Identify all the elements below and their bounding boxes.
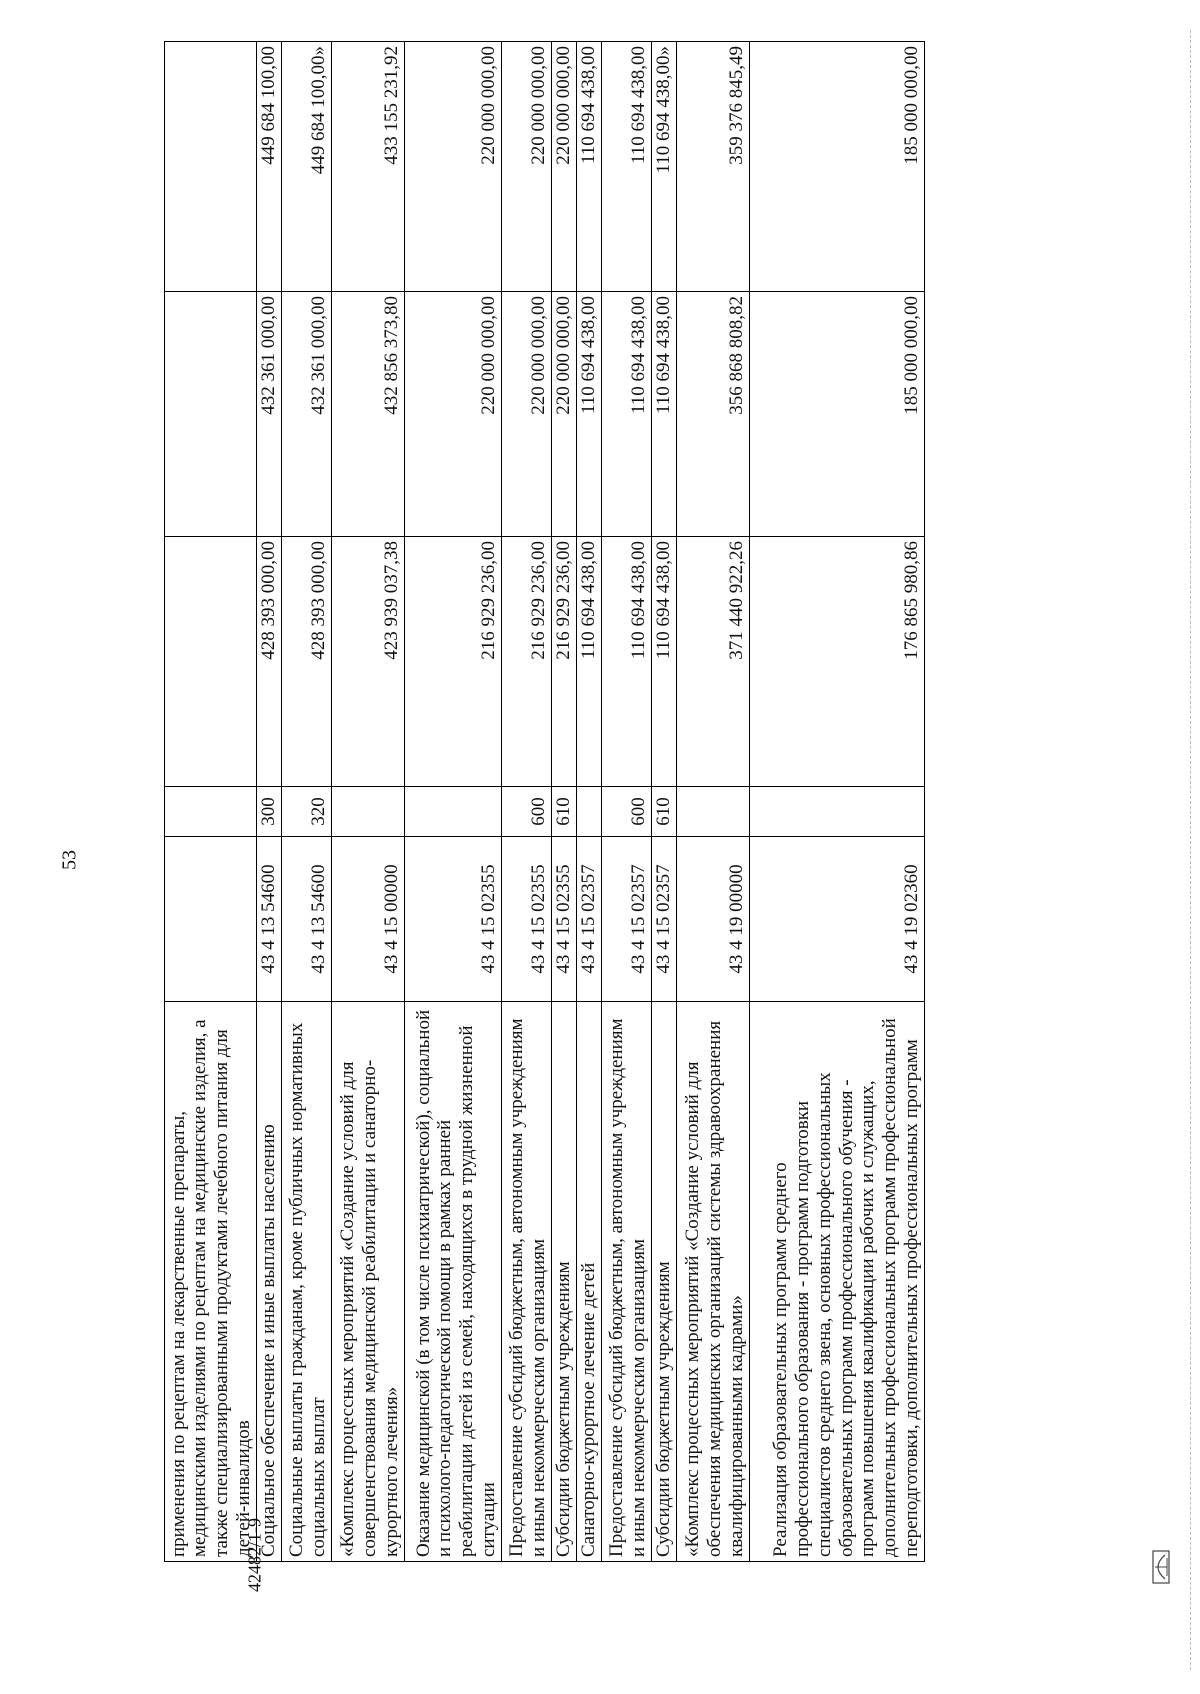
amount-year-1: 428 393 000,00 [257,537,282,787]
amount-year-2: 432 361 000,00 [282,292,332,537]
row-description: Предоставление субсидий бюджетным, автономным учреждениям и иным некоммерческим организациям [502,1002,552,1562]
table-row [165,42,257,1562]
document-code: 42482/1-9 [244,1518,265,1592]
row-description: применения по рецептам на лекарственные препараты, медицинскими изделиями по рецептам на медицинские изделия, а также специализированными продуктами лечебного питания для детей-инвалидов [165,1002,257,1562]
amount-year-2: 220 000 000,00 [405,292,502,537]
amount-year-1: 216 929 236,00 [502,537,552,787]
amount-year-2 [165,292,257,537]
expense-type: 600 [602,787,652,837]
page-number: 53 [58,850,81,870]
table-row [282,42,332,1562]
table-row [405,42,502,1562]
amount-year-3: 449 684 100,00 [257,42,282,292]
target-code: 43 4 15 00000 [332,837,405,1002]
amount-year-3: 110 694 438,00 [602,42,652,292]
table-row [502,42,552,1562]
amount-year-1: 216 929 236,00 [405,537,502,787]
target-code: 43 4 15 02355 [405,837,502,1002]
table-row [602,42,652,1562]
amount-year-1: 110 694 438,00 [652,537,677,787]
amount-year-3: 449 684 100,00» [282,42,332,292]
target-code: 43 4 15 02355 [552,837,577,1002]
amount-year-2: 110 694 438,00 [577,292,602,537]
amount-year-2: 220 000 000,00 [502,292,552,537]
amount-year-1: 428 393 000,00 [282,537,332,787]
row-description: Предоставление субсидий бюджетным, автономным учреждениям и иным некоммерческим организациям [602,1002,652,1562]
table-row [677,42,750,1562]
target-code: 43 4 15 02357 [602,837,652,1002]
target-code: 43 4 15 02355 [502,837,552,1002]
scan-edge-line [1190,30,1192,1670]
amount-year-1: 371 440 922,26 [677,537,750,787]
target-code: 43 4 13 54600 [282,837,332,1002]
row-description: «Комплекс процессных мероприятий «Создание условий для обеспечения медицинских организаций системы здравоохранения квалифицированными кадрами» [677,1002,750,1562]
amount-year-3: 220 000 000,00 [405,42,502,292]
amount-year-3: 110 694 438,00 [577,42,602,292]
table-row [652,42,677,1562]
target-code: 43 4 15 02357 [577,837,602,1002]
target-code: 43 4 19 02360 [750,837,925,1002]
row-description: Социальное обеспечение и иные выплаты населению [257,1002,282,1562]
table-row [750,42,925,1562]
row-description: Санаторно-курортное лечение детей [577,1002,602,1562]
expense-type: 600 [502,787,552,837]
emblem-icon [1148,1548,1174,1586]
table-row [552,42,577,1562]
row-description: «Комплекс процессных мероприятий «Создание условий для совершенствования медицинской реабилитации и санаторно-курортного лечения» [332,1002,405,1562]
amount-year-2: 185 000 000,00 [750,292,925,537]
amount-year-1: 176 865 980,86 [750,537,925,787]
expense-type [165,787,257,837]
amount-year-2: 432 361 000,00 [257,292,282,537]
row-description: Реализация образовательных программ среднего профессионального образования - программ подготовки специалистов среднего звена, основных профессиональных образовательных программ профессионального обучения - программ повышения квалификации рабочих и служащих, дополнительных профессиональных программ профессиональной переподготовки, дополнительных профессиональных программ [750,1002,925,1562]
amount-year-3: 110 694 438,00» [652,42,677,292]
expense-type [677,787,750,837]
amount-year-3: 185 000 000,00 [750,42,925,292]
target-code: 43 4 13 54600 [257,837,282,1002]
expense-type: 320 [282,787,332,837]
expense-type: 610 [652,787,677,837]
amount-year-1: 216 929 236,00 [552,537,577,787]
target-code [165,837,257,1002]
table-row [577,42,602,1562]
amount-year-2: 432 856 373,80 [332,292,405,537]
amount-year-2: 110 694 438,00 [602,292,652,537]
amount-year-3: 359 376 845,49 [677,42,750,292]
row-description: Социальные выплаты гражданам, кроме публичных нормативных социальных выплат [282,1002,332,1562]
amount-year-1: 110 694 438,00 [577,537,602,787]
amount-year-3: 220 000 000,00 [552,42,577,292]
expense-type [750,787,925,837]
amount-year-3: 433 155 231,92 [332,42,405,292]
expense-type [577,787,602,837]
amount-year-2: 356 868 808,82 [677,292,750,537]
target-code: 43 4 15 02357 [652,837,677,1002]
amount-year-1: 423 939 037,38 [332,537,405,787]
amount-year-3 [165,42,257,292]
row-description: Субсидии бюджетным учреждениям [652,1002,677,1562]
amount-year-1 [165,537,257,787]
target-code: 43 4 19 00000 [677,837,750,1002]
row-description: Субсидии бюджетным учреждениям [552,1002,577,1562]
expense-type [405,787,502,837]
budget-table [164,41,925,1562]
amount-year-3: 220 000 000,00 [502,42,552,292]
table-row [257,42,282,1562]
rotated-table-wrapper [164,42,1049,1562]
expense-type: 300 [257,787,282,837]
expense-type: 610 [552,787,577,837]
table-row [332,42,405,1562]
row-description: Оказание медицинской (в том числе психиатрической), социальной и психолого-педагогической помощи в рамках ранней реабилитации детей из семей, находящихся в трудной жизненной ситуации [405,1002,502,1562]
amount-year-2: 110 694 438,00 [652,292,677,537]
expense-type [332,787,405,837]
amount-year-2: 220 000 000,00 [552,292,577,537]
amount-year-1: 110 694 438,00 [602,537,652,787]
